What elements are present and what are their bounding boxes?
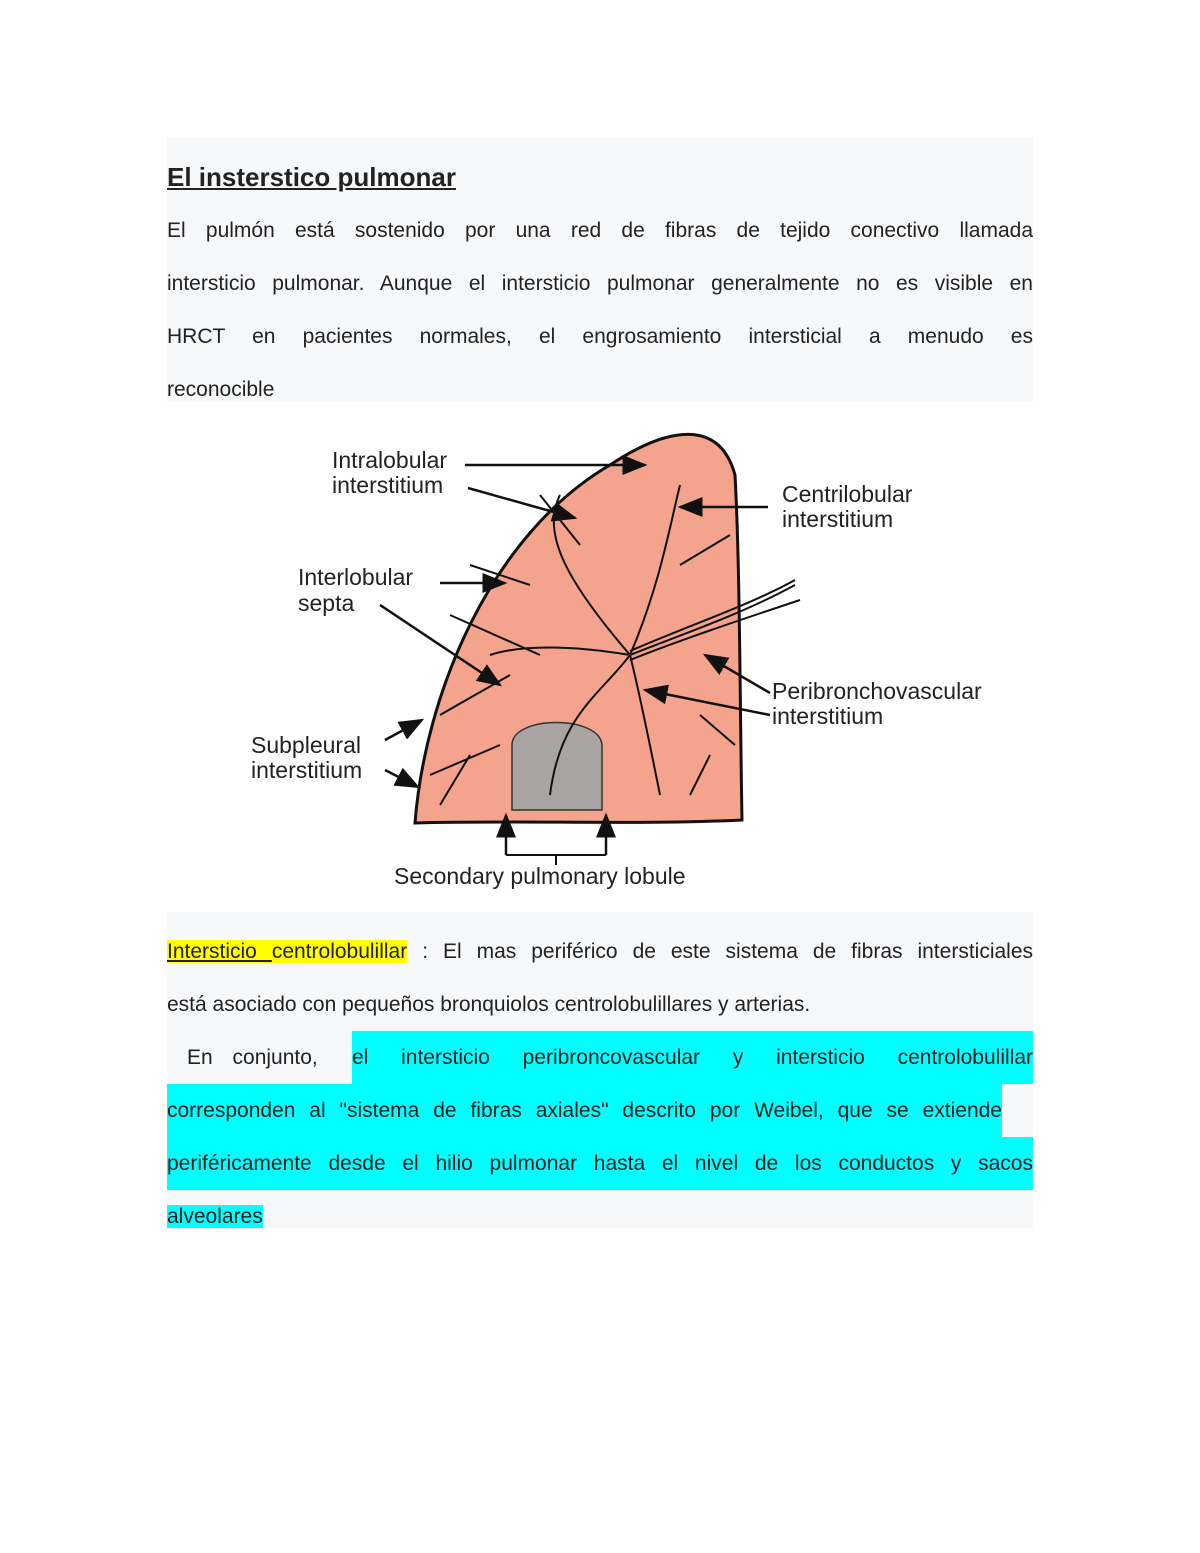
- intro-section: [167, 138, 1033, 402]
- label-intralobular: Intralobular: [332, 447, 448, 473]
- label-interlobular-2: septa: [298, 590, 355, 616]
- line-lead: En conjunto,: [187, 1046, 318, 1069]
- label-centrilobular-2: interstitium: [782, 506, 894, 532]
- paragraph-line: [167, 1137, 1033, 1190]
- paragraph-line: [167, 1190, 1033, 1243]
- page-title: El insterstico pulmonar: [167, 162, 456, 192]
- highlighted-text: el intersticio peribroncovascular y intersticio centrolobulillar: [352, 1031, 1033, 1084]
- term-rest: centrolobulillar: [271, 940, 408, 963]
- label-secondary-lobule: Secondary pulmonary lobule: [394, 863, 686, 889]
- paragraph-line: El pulmón está sostenido por una red de fibras de tejido conectivo llamada: [167, 219, 1033, 242]
- label-subpleural-2: interstitium: [251, 757, 363, 783]
- paragraph-line: [167, 1084, 1033, 1137]
- lung-interstitium-diagram: [240, 415, 1020, 900]
- highlighted-term: [167, 940, 407, 963]
- paragraph-line: está asociado con pequeños bronquiolos centrolobulillares y arterias.: [167, 993, 811, 1016]
- label-peribronchovascular-2: interstitium: [772, 703, 884, 729]
- label-centrilobular: Centrilobular: [782, 481, 913, 507]
- highlighted-text: corresponden al "sistema de fibras axiales" descrito por Weibel, que se extiende: [167, 1084, 1002, 1137]
- paragraph-line: HRCT en pacientes normales, el engrosamiento intersticial a menudo es: [167, 325, 1033, 348]
- label-intralobular-2: interstitium: [332, 472, 444, 498]
- detail-section: [167, 912, 1033, 1228]
- label-peribronchovascular: Peribronchovascular: [772, 678, 982, 704]
- label-subpleural: Subpleural: [251, 732, 361, 758]
- highlighted-text: alveolares: [167, 1205, 263, 1228]
- paragraph-line: [167, 1031, 1033, 1084]
- secondary-lobule: [512, 723, 602, 811]
- label-interlobular: Interlobular: [298, 564, 414, 590]
- line-text: : El mas periférico de este sistema de fibras intersticiales: [407, 940, 1034, 963]
- term-underlined: Intersticio: [167, 940, 272, 963]
- paragraph-line: [167, 925, 1033, 978]
- highlighted-text: periféricamente desde el hilio pulmonar hasta el nivel de los conductos y sacos: [167, 1137, 1033, 1190]
- paragraph-line: intersticio pulmonar. Aunque el intersticio pulmonar generalmente no es visible en: [167, 272, 1033, 295]
- paragraph-line: reconocible: [167, 378, 275, 401]
